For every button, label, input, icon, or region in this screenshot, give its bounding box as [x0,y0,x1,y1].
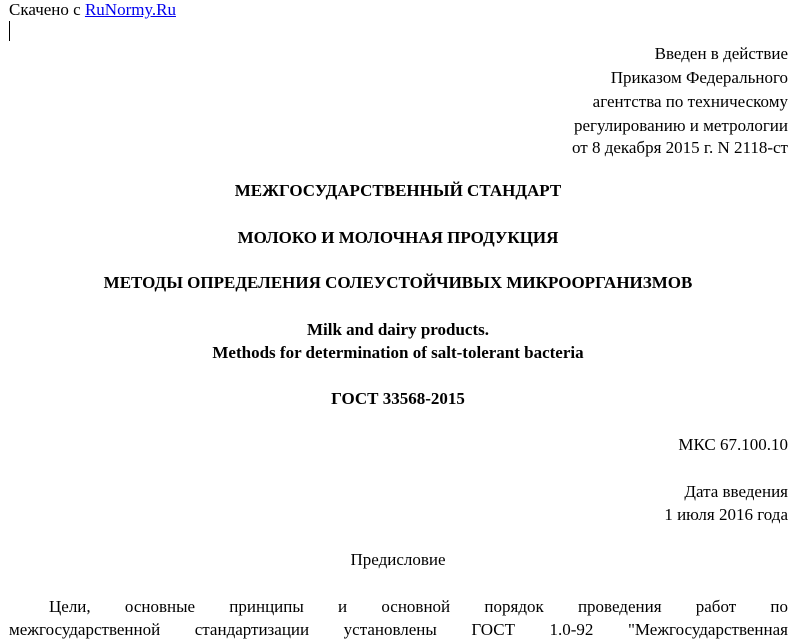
gost-number: ГОСТ 33568-2015 [331,389,465,408]
source-prefix: Скачено с [9,0,81,19]
foreword-line-1-text: Цели, основные принципы и основной порядок проведения работ по [49,597,788,616]
enactment-line-3: агентства по техническому [592,92,788,111]
enactment-line-1: Введен в действие [654,44,788,63]
text-cursor [9,21,10,41]
enactment-line-4: регулированию и метрологии [573,116,788,135]
subject-title: МОЛОКО И МОЛОЧНАЯ ПРОДУКЦИЯ [237,228,559,247]
enactment-line-5: от 8 декабря 2015 г. N 2118-ст [571,138,788,157]
standard-type-title: МЕЖГОСУДАРСТВЕННЫЙ СТАНДАРТ [234,181,562,200]
english-title-line-1: Milk and dairy products. [306,320,489,339]
intro-date-value: 1 июля 2016 года [664,505,788,524]
source-link[interactable]: RuNormy.Ru [84,0,176,19]
methods-title: МЕТОДЫ ОПРЕДЕЛЕНИЯ СОЛЕУСТОЙЧИВЫХ МИКРООРГАНИЗМОВ [103,273,693,292]
source-line [9,0,176,20]
intro-date-label: Дата введения [684,482,788,501]
foreword-heading: Предисловие [350,550,446,569]
foreword-paragraph-line-1 [9,596,788,618]
foreword-paragraph-line-2: межгосударственной стандартизации установлены ГОСТ 1.0-92 "Межгосударственная [9,620,788,639]
mks-code: МКС 67.100.10 [678,435,788,454]
english-title-line-2: Methods for determination of salt-tolerant bacteria [212,343,584,362]
enactment-line-2: Приказом Федерального [610,68,788,87]
